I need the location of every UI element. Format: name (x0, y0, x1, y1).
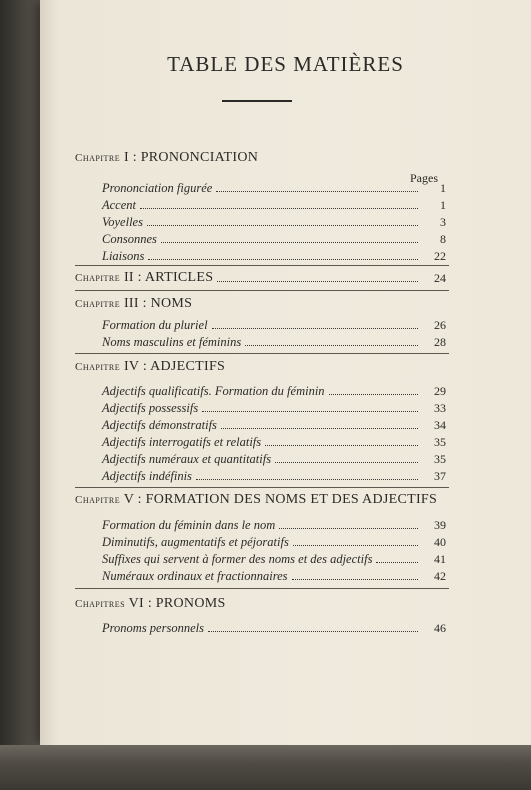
leader-dots (293, 545, 418, 546)
chapter-3-heading (75, 296, 192, 312)
toc-entry (102, 551, 446, 567)
toc-entry (102, 400, 446, 416)
entry-label: Diminutifs, augmentatifs et péjoratifs (102, 535, 289, 549)
entry-page: 35 (434, 452, 446, 466)
section-divider (75, 588, 449, 589)
toc-entry (102, 383, 446, 399)
entry-page: 8 (440, 232, 446, 246)
section-divider (75, 353, 449, 354)
toc-entry (102, 620, 446, 636)
entry-page: 37 (434, 469, 446, 483)
entry-page: 39 (434, 518, 446, 532)
entry-page: 26 (434, 318, 446, 332)
chapter-prefix: Chapitres (75, 598, 126, 610)
entry-label: Noms masculins et féminins (102, 335, 242, 349)
entry-label: Accent (102, 198, 137, 212)
leader-dots (217, 281, 418, 282)
chapter-page: 24 (434, 271, 446, 285)
entry-label: Liaisons (102, 249, 145, 263)
leader-dots (147, 225, 418, 226)
page-bottom-shadow (0, 745, 531, 790)
toc-entry (102, 568, 446, 584)
toc-entry (102, 248, 446, 264)
leader-dots (196, 479, 418, 480)
entry-page: 42 (434, 569, 446, 583)
entry-label: Adjectifs possessifs (102, 401, 199, 415)
leader-dots (212, 328, 418, 329)
section-divider (75, 290, 449, 291)
entry-label: Suffixes qui servent à former des noms et des adjectifs (102, 552, 373, 566)
entry-label: Adjectifs interrogatifs et relatifs (102, 435, 262, 449)
chapter-title: VI : PRONOMS (128, 596, 226, 611)
leader-dots (292, 579, 418, 580)
entry-page: 33 (434, 401, 446, 415)
chapter-title: II : ARTICLES (123, 270, 214, 285)
chapter-5-heading (75, 492, 437, 508)
entry-label: Adjectifs numéraux et quantitatifs (102, 452, 272, 466)
leader-dots (376, 562, 418, 563)
chapter-1-heading (75, 150, 258, 166)
leader-dots (329, 394, 418, 395)
section-divider (75, 487, 449, 488)
toc-entry (102, 197, 446, 213)
entry-page: 28 (434, 335, 446, 349)
chapter-prefix: Chapitre (75, 152, 121, 164)
toc-entry (102, 468, 446, 484)
chapter-title: I : PRONONCIATION (123, 150, 259, 165)
book-gutter (0, 0, 40, 745)
toc-entry (102, 180, 446, 196)
toc-entry (102, 214, 446, 230)
section-divider (75, 265, 449, 266)
entry-page: 40 (434, 535, 446, 549)
chapter-4-heading (75, 359, 225, 375)
leader-dots (208, 631, 418, 632)
chapter-prefix: Chapitre (75, 298, 121, 310)
entry-page: 1 (440, 181, 446, 195)
chapter-title: V : FORMATION DES NOMS ET DES ADJECTIFS (123, 492, 438, 507)
entry-page: 41 (434, 552, 446, 566)
entry-label: Prononciation figurée (102, 181, 213, 195)
toc-entry (102, 334, 446, 350)
chapter-prefix: Chapitre (75, 361, 121, 373)
chapter-2-heading (75, 270, 446, 286)
pages-column-header: Pages (410, 171, 438, 185)
title-rule (222, 100, 292, 102)
leader-dots (279, 528, 418, 529)
toc-entry (102, 451, 446, 467)
leader-dots (245, 345, 418, 346)
entry-label: Formation du pluriel (102, 318, 208, 332)
toc-entry (102, 417, 446, 433)
leader-dots (216, 191, 418, 192)
chapter-6-heading (75, 596, 226, 612)
leader-dots (148, 259, 418, 260)
toc-entry (102, 231, 446, 247)
leader-dots (275, 462, 418, 463)
leader-dots (221, 428, 418, 429)
entry-label: Voyelles (102, 215, 143, 229)
entry-label: Adjectifs démonstratifs (102, 418, 217, 432)
entry-label: Formation du féminin dans le nom (102, 518, 276, 532)
toc-entry (102, 517, 446, 533)
toc-entry (102, 534, 446, 550)
toc-entry (102, 317, 446, 333)
entry-label: Numéraux ordinaux et fractionnaires (102, 569, 288, 583)
leader-dots (161, 242, 418, 243)
chapter-title: III : NOMS (123, 296, 193, 311)
entry-page: 29 (434, 384, 446, 398)
leader-dots (202, 411, 418, 412)
entry-label: Pronoms personnels (102, 621, 204, 635)
entry-page: 3 (440, 215, 446, 229)
entry-page: 46 (434, 621, 446, 635)
entry-page: 1 (440, 198, 446, 212)
toc-entry (102, 434, 446, 450)
chapter-title: IV : ADJECTIFS (123, 359, 226, 374)
entry-label: Adjectifs qualificatifs. Formation du féminin (102, 384, 325, 398)
entry-page: 22 (434, 249, 446, 263)
leader-dots (265, 445, 418, 446)
leader-dots (140, 208, 418, 209)
chapter-prefix: Chapitre (75, 494, 121, 506)
page-title: TABLE DES MATIÈRES (167, 52, 404, 76)
entry-page: 35 (434, 435, 446, 449)
entry-page: 34 (434, 418, 446, 432)
chapter-prefix: Chapitre (75, 272, 121, 284)
entry-label: Consonnes (102, 232, 157, 246)
entry-label: Adjectifs indéfinis (102, 469, 192, 483)
